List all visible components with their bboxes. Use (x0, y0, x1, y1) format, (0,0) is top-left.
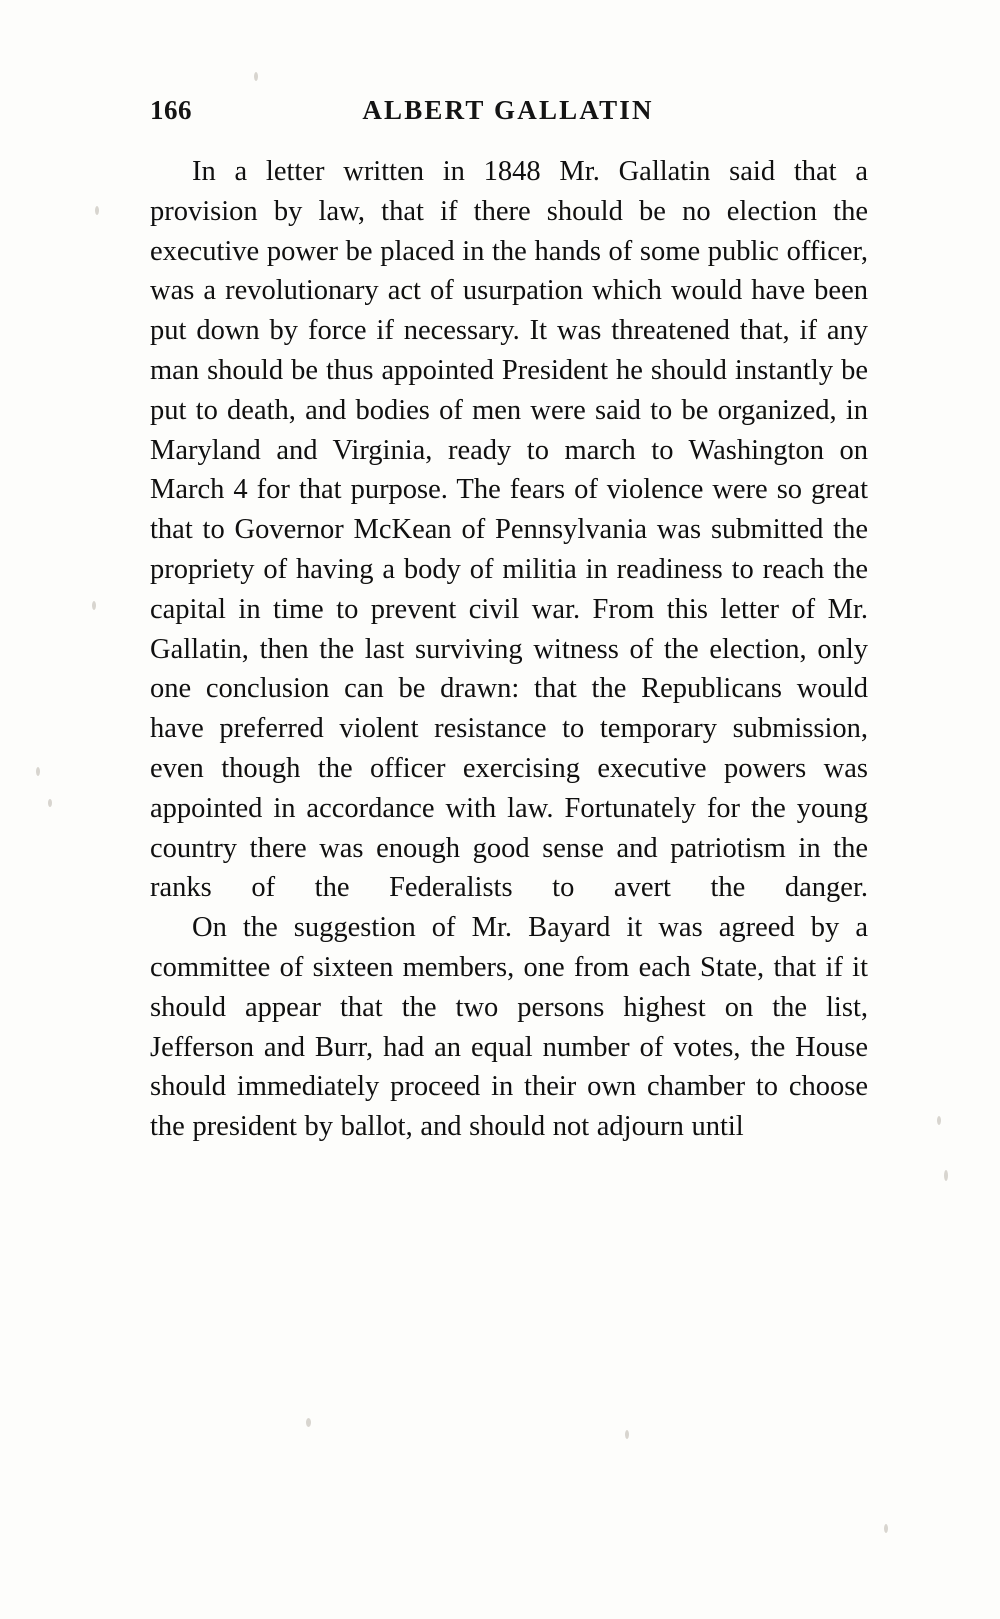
scan-speck (944, 1170, 948, 1181)
paragraph: In a letter written in 1848 Mr. Gallatin said that a provision by law, that if there should be no election the executive power be placed in the hands of some public officer, was a revolutionary act of usurpation which would have been put down by force if necessary. It was threatened that, if any man should be thus appointed President he should instantly be put to death, and bodies of men were said to be organized, in Maryland and Virginia, ready to march to Washington on March 4 for that purpose. The fears of violence were so great that to Governor McKean of Pennsylvania was submitted the propriety of having a body of militia in readiness to reach the capital in time to prevent civil war. From this letter of Mr. Gallatin, then the last surviving witness of the election, only one conclusion can be drawn: that the Republicans would have preferred violent resistance to temporary submission, even though the officer exercising executive powers was appointed in accordance with law. Fortunately for the young country there was enough good sense and patriotism in the ranks of the Federalists to avert the danger. (150, 156, 868, 904)
running-title: ALBERT GALLATIN (362, 95, 654, 125)
scan-speck (95, 206, 99, 215)
scan-speck (92, 601, 96, 610)
scan-speck (937, 1116, 941, 1125)
scan-speck (306, 1418, 311, 1427)
scan-speck (254, 72, 258, 81)
body-text (150, 152, 868, 1147)
paragraph: On the suggestion of Mr. Bayard it was agreed by a committee of sixteen members, one from each State, that if it should appear that the two persons highest on the list, Jefferson and Burr, had an equal number of votes, the House should immediately proceed in their own chamber to choose the president by ballot, and should not adjourn until (150, 912, 868, 1143)
scan-speck (36, 767, 40, 776)
scan-speck (625, 1430, 629, 1439)
page-header (150, 95, 864, 126)
scan-speck (884, 1524, 888, 1533)
page-number: 166 (150, 95, 192, 125)
scan-speck (48, 799, 52, 807)
